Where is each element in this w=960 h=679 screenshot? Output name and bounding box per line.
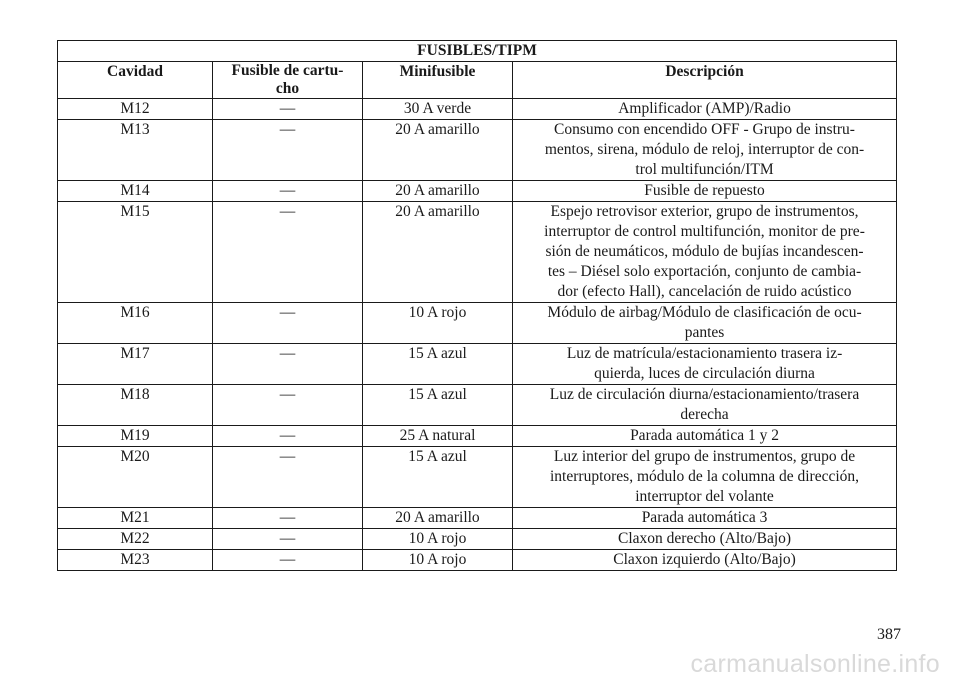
cell-minifusible: 15 A azul <box>363 344 513 385</box>
table-row <box>58 202 897 303</box>
cell-minifusible: 15 A azul <box>363 385 513 426</box>
table-row <box>58 529 897 550</box>
cell-descripcion: Luz de circulación diurna/estacionamiento/trasera derecha <box>513 385 897 426</box>
table-row <box>58 550 897 571</box>
cell-cartucho: — <box>213 202 363 303</box>
cell-cavidad: M15 <box>58 202 213 303</box>
cell-descripcion: Luz de matrícula/estacionamiento trasera iz- quierda, luces de circulación diurna <box>513 344 897 385</box>
page-number: 387 <box>877 626 901 643</box>
table-row <box>58 303 897 344</box>
cell-cavidad: M16 <box>58 303 213 344</box>
cell-minifusible: 20 A amarillo <box>363 181 513 202</box>
watermark: carmanualsonline.info <box>690 650 940 678</box>
cell-minifusible: 10 A rojo <box>363 529 513 550</box>
cell-cavidad: M18 <box>58 385 213 426</box>
cell-cartucho: — <box>213 529 363 550</box>
cell-cartucho: — <box>213 385 363 426</box>
cell-cartucho: — <box>213 550 363 571</box>
cell-minifusible: 20 A amarillo <box>363 202 513 303</box>
cell-descripcion: Parada automática 1 y 2 <box>513 426 897 447</box>
cell-cavidad: M12 <box>58 99 213 120</box>
table-row <box>58 508 897 529</box>
cell-cavidad: M14 <box>58 181 213 202</box>
header-fusible-cartucho: Fusible de cartu- cho <box>213 62 363 99</box>
fuse-table-body <box>58 99 897 571</box>
cell-descripcion: Amplificador (AMP)/Radio <box>513 99 897 120</box>
cell-descripcion: Parada automática 3 <box>513 508 897 529</box>
cell-minifusible: 20 A amarillo <box>363 508 513 529</box>
table-row <box>58 99 897 120</box>
cell-minifusible: 25 A natural <box>363 426 513 447</box>
cell-descripcion: Módulo de airbag/Módulo de clasificación de ocu- pantes <box>513 303 897 344</box>
cell-cartucho: — <box>213 344 363 385</box>
table-row <box>58 385 897 426</box>
table-title: FUSIBLES/TIPM <box>58 41 897 62</box>
cell-cavidad: M17 <box>58 344 213 385</box>
table-row <box>58 120 897 181</box>
cell-minifusible: 20 A amarillo <box>363 120 513 181</box>
table-row <box>58 181 897 202</box>
cell-cavidad: M13 <box>58 120 213 181</box>
cell-cartucho: — <box>213 181 363 202</box>
table-row <box>58 344 897 385</box>
cell-cavidad: M19 <box>58 426 213 447</box>
cell-cavidad: M22 <box>58 529 213 550</box>
cell-descripcion: Fusible de repuesto <box>513 181 897 202</box>
cell-descripcion: Luz interior del grupo de instrumentos, grupo de interruptores, módulo de la columna de dirección, interruptor del volante <box>513 447 897 508</box>
cell-cavidad: M21 <box>58 508 213 529</box>
cell-cartucho: — <box>213 99 363 120</box>
cell-cavidad: M23 <box>58 550 213 571</box>
cell-cartucho: — <box>213 508 363 529</box>
table-row <box>58 426 897 447</box>
cell-cavidad: M20 <box>58 447 213 508</box>
cell-minifusible: 15 A azul <box>363 447 513 508</box>
cell-descripcion: Consumo con encendido OFF - Grupo de instru- mentos, sirena, módulo de reloj, interruptor de con- trol multifunción/ITM <box>513 120 897 181</box>
cell-descripcion: Claxon derecho (Alto/Bajo) <box>513 529 897 550</box>
cell-minifusible: 10 A rojo <box>363 550 513 571</box>
header-minifusible: Minifusible <box>363 62 513 99</box>
header-cavidad: Cavidad <box>58 62 213 99</box>
cell-minifusible: 10 A rojo <box>363 303 513 344</box>
fuse-table <box>57 40 897 571</box>
cell-descripcion: Claxon izquierdo (Alto/Bajo) <box>513 550 897 571</box>
cell-cartucho: — <box>213 303 363 344</box>
header-descripcion: Descripción <box>513 62 897 99</box>
cell-descripcion: Espejo retrovisor exterior, grupo de instrumentos, interruptor de control multifunción, monitor de pre- sión de neumáticos, módulo de bujías incandescen- tes – Diésel solo exportación, conjunto de cambia- dor (efecto Hall), cancelación de ruido acústico <box>513 202 897 303</box>
cell-cartucho: — <box>213 120 363 181</box>
cell-minifusible: 30 A verde <box>363 99 513 120</box>
cell-cartucho: — <box>213 447 363 508</box>
cell-cartucho: — <box>213 426 363 447</box>
table-row <box>58 447 897 508</box>
